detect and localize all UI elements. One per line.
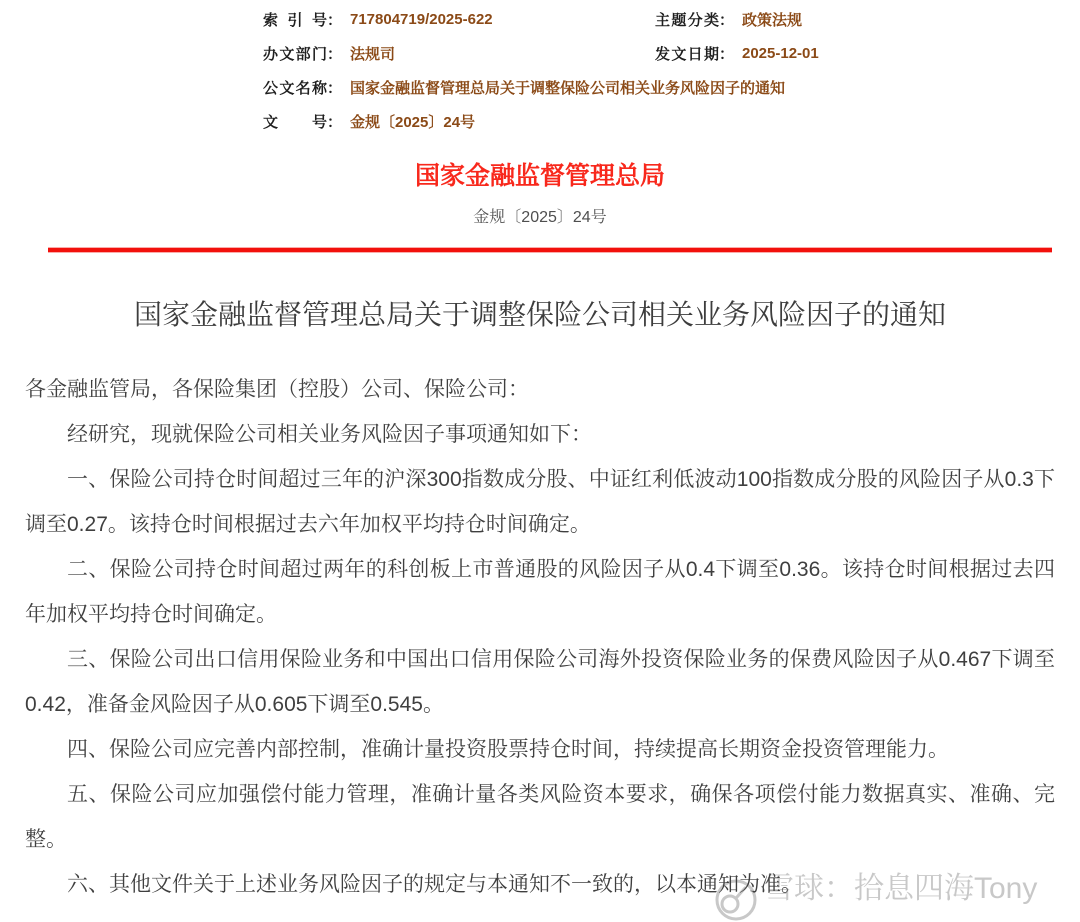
meta-field-doc-name	[263, 77, 785, 98]
article-6: 六、其他文件关于上述业务风险因子的规定与本通知不一致的，以本通知为准。	[67, 873, 802, 896]
meta-colon: ：	[719, 11, 735, 29]
meta-colon: ：	[327, 113, 343, 131]
issuing-agency-title: 国家金融监督管理总局	[414, 162, 665, 190]
document-number: 金规〔2025〕24号	[473, 209, 607, 226]
meta-value: 政策法规	[742, 11, 803, 29]
salutation-line: 各金融监管局，各保险集团（控股）公司、保险公司：	[25, 378, 529, 401]
document-body	[25, 367, 1055, 907]
meta-colon: ：	[327, 11, 343, 29]
doc-metadata	[263, 2, 1063, 138]
meta-row-index	[263, 2, 1063, 36]
article-1: 一、保险公司持仓时间超过三年的沪深300指数成分股、中证红利低波动100指数成分股的风险因子从0.3下调至0.27。该持仓时间根据过去六年加权平均持仓时间确定。	[25, 468, 1055, 536]
meta-value: 717804719/2025-622	[350, 10, 493, 28]
meta-label: 公文名称	[263, 79, 327, 97]
meta-value: 法规司	[350, 45, 396, 63]
meta-label: 索引号	[263, 11, 327, 29]
meta-value: 金规〔2025〕24号	[350, 113, 476, 131]
article-5: 五、保险公司应加强偿付能力管理，准确计量各类风险资本要求，确保各项偿付能力数据真实、准确、完整。	[25, 783, 1055, 851]
article-3: 三、保险公司出口信用保险业务和中国出口信用保险公司海外投资保险业务的保费风险因子从0.467下调至0.42，准备金风险因子从0.605下调至0.545。	[25, 648, 1055, 716]
meta-row-doc-name	[263, 70, 1063, 104]
meta-colon: ：	[719, 45, 735, 63]
meta-colon: ：	[327, 79, 343, 97]
meta-field-department	[263, 43, 655, 64]
meta-field-subject-category	[655, 9, 802, 30]
document-title: 国家金融监督管理总局关于调整保险公司相关业务风险因子的通知	[133, 299, 946, 330]
meta-label: 发文日期	[655, 45, 719, 63]
red-divider-line	[48, 248, 1052, 252]
meta-label: 办文部门	[263, 45, 327, 63]
meta-field-doc-number	[263, 111, 475, 132]
meta-row-doc-number	[263, 104, 1063, 138]
meta-label: 文号	[263, 113, 327, 131]
meta-value: 2025-12-01	[742, 44, 819, 62]
article-2: 二、保险公司持仓时间超过两年的科创板上市普通股的风险因子从0.4下调至0.36。该持仓时间根据过去四年加权平均持仓时间确定。	[25, 558, 1055, 626]
meta-field-issue-date	[655, 43, 819, 64]
meta-field-index-number	[263, 9, 655, 30]
meta-colon: ：	[327, 45, 343, 63]
meta-value: 国家金融监督管理总局关于调整保险公司相关业务风险因子的通知	[350, 79, 786, 97]
article-4: 四、保险公司应完善内部控制，准确计量投资股票持仓时间，持续提高长期资金投资管理能力。	[67, 738, 949, 761]
intro-paragraph: 经研究，现就保险公司相关业务风险因子事项通知如下：	[67, 423, 592, 446]
watermark-text: 雪球：拾息四海Tony	[764, 872, 1038, 905]
meta-label: 主题分类	[655, 11, 719, 29]
meta-row-department	[263, 36, 1063, 70]
